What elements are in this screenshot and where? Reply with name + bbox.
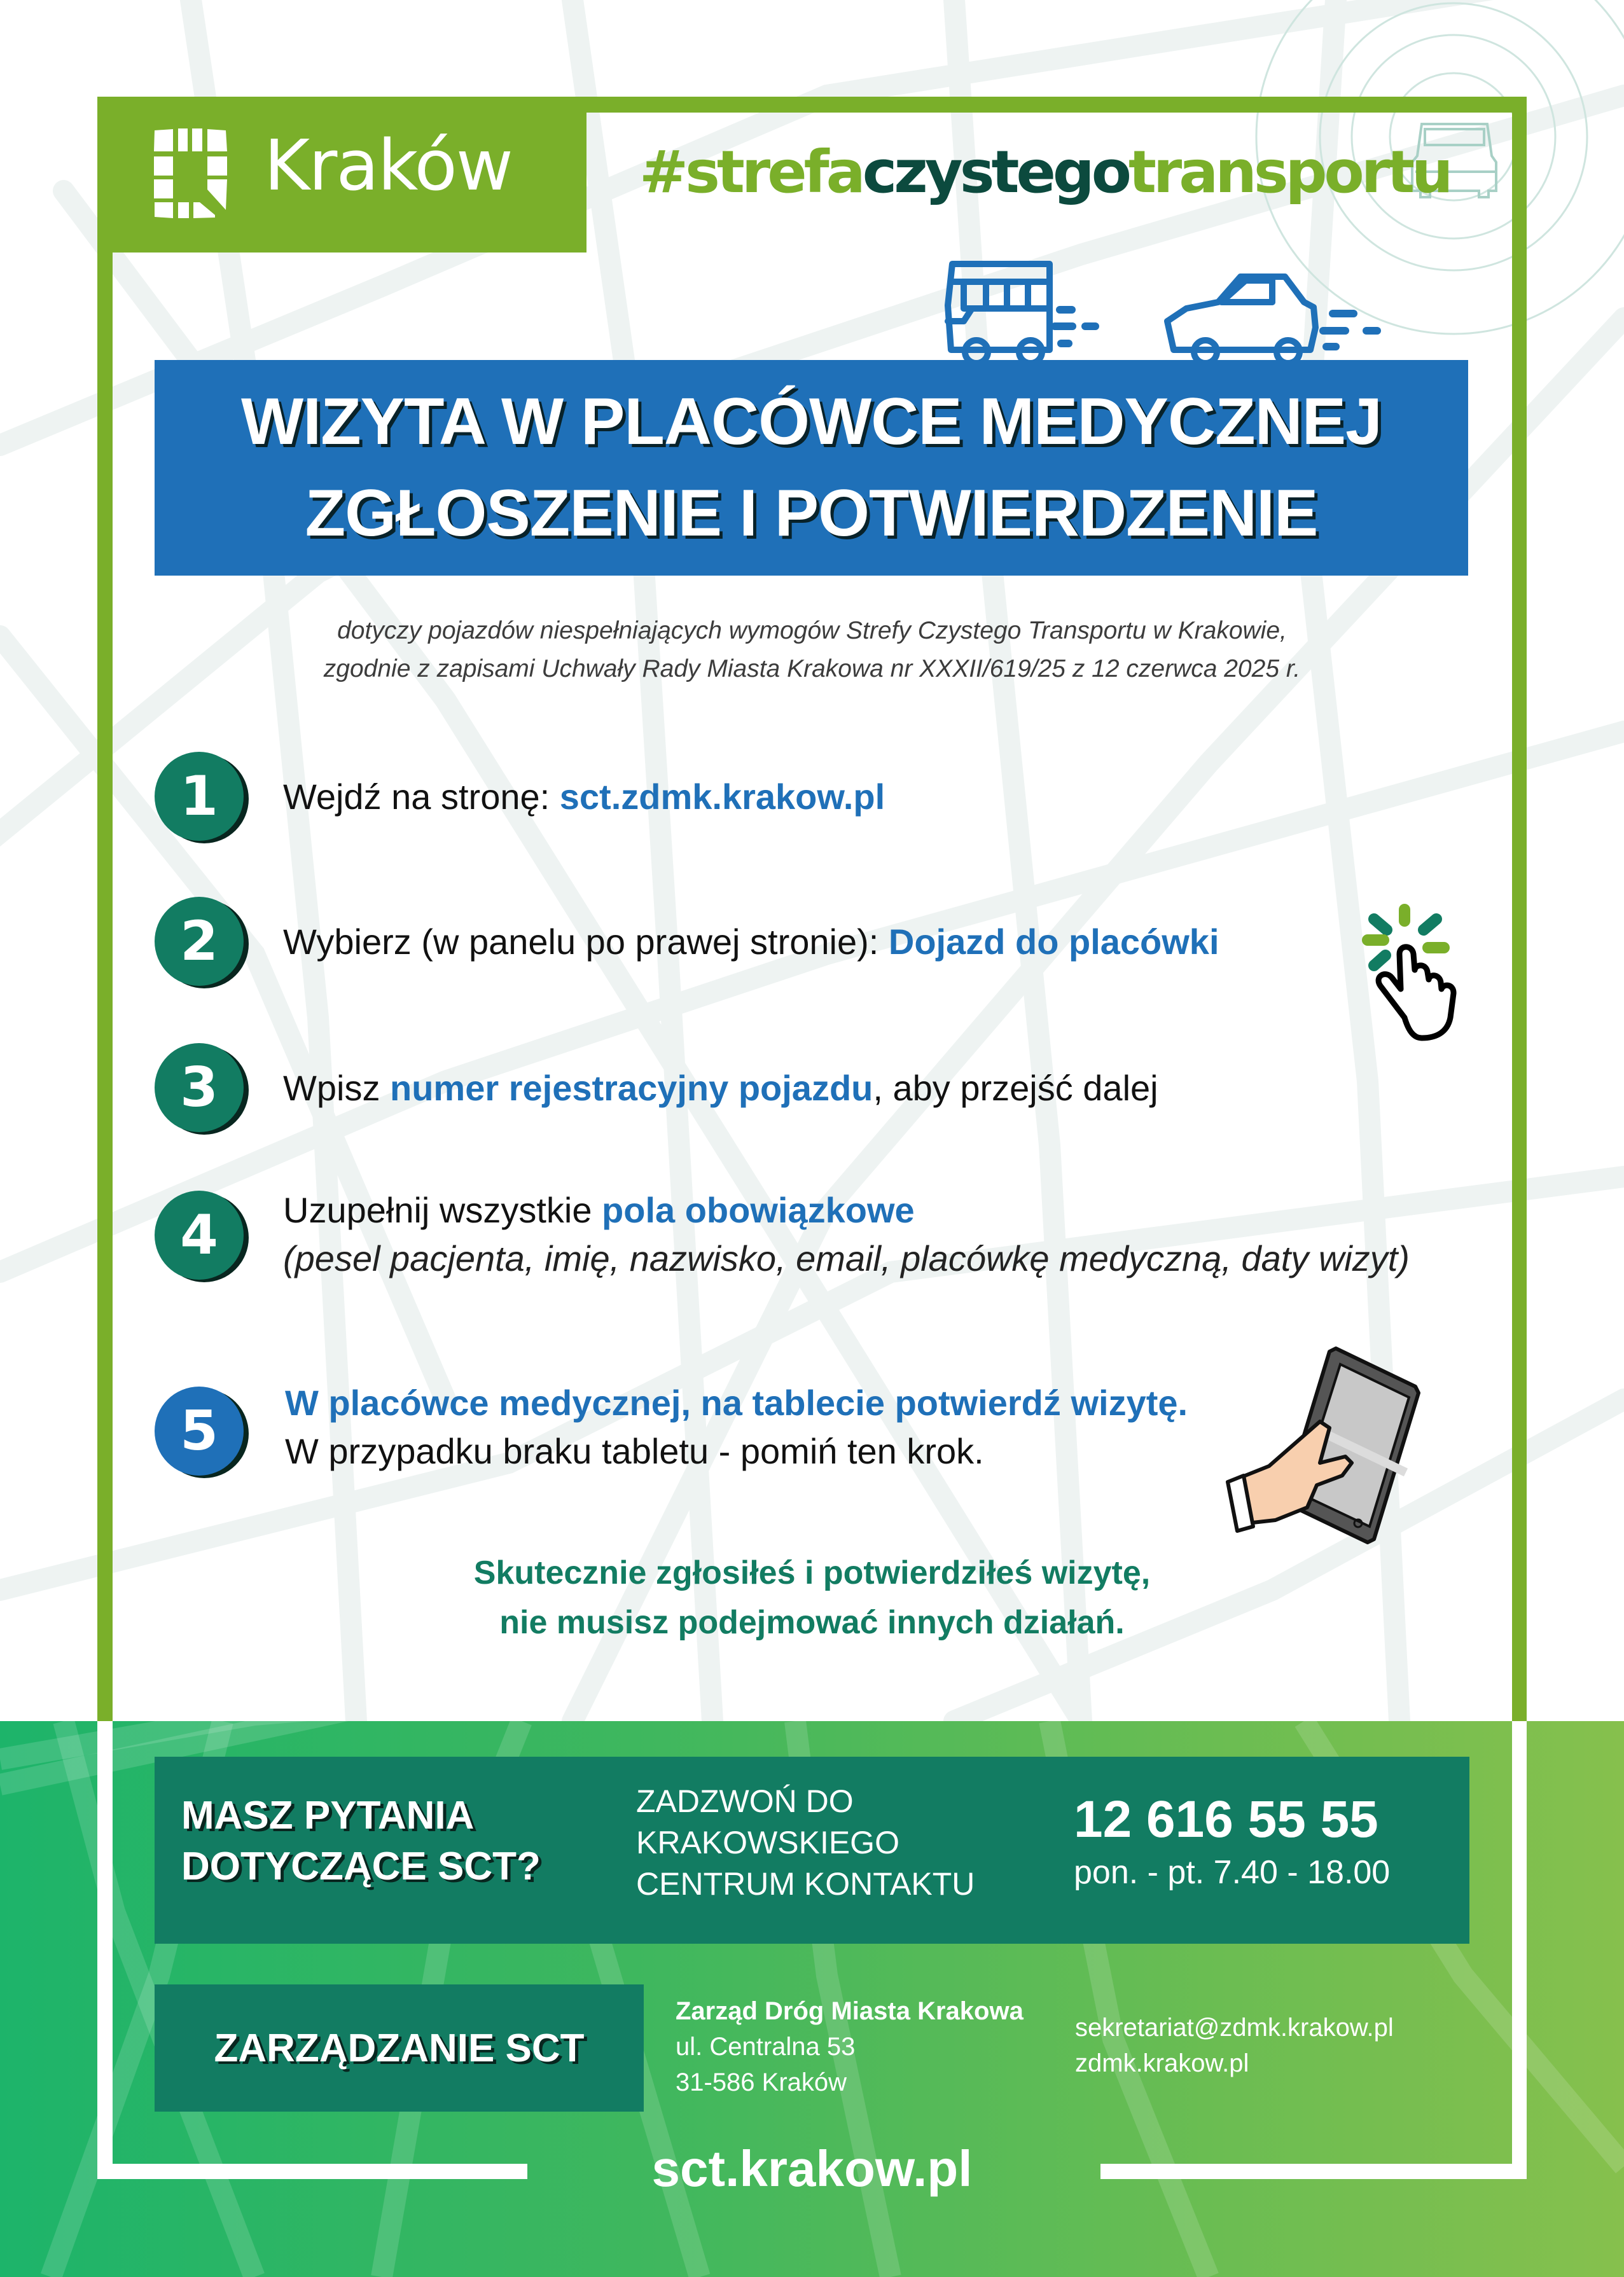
step-1-link-sct-zdmk[interactable]: sct.zdmk.krakow.pl	[559, 777, 885, 817]
step-2-label: Wybierz (w panelu po prawej stronie):	[283, 922, 889, 962]
success-line-1: Skutecznie zgłosiłeś i potwierdziłeś wizytę,	[473, 1554, 1151, 1591]
step-5-text	[285, 1379, 1188, 1476]
title-line-2: ZGŁOSZENIE I POTWIERDZENIE	[305, 476, 1318, 550]
call-center-line-2: KRAKOWSKIEGO	[636, 1825, 899, 1860]
management-heading: ZARZĄDZANIE SCT	[214, 2026, 585, 2070]
step-5-number-badge: 5	[155, 1387, 244, 1476]
email-link[interactable]: sekretariat@zdmk.krakow.pl	[1075, 2014, 1394, 2042]
step-1-number-badge: 1	[155, 752, 244, 841]
call-center-line-1: ZADZWOŃ DO	[636, 1783, 854, 1819]
success-line-2: nie musisz podejmować innych działań.	[499, 1604, 1125, 1641]
step-2-text	[283, 918, 1219, 966]
organization-city: 31-586 Kraków	[676, 2068, 847, 2096]
website-link[interactable]: zdmk.krakow.pl	[1075, 2049, 1249, 2077]
organization-street: ul. Centralna 53	[676, 2033, 856, 2061]
step-3-number-badge: 3	[155, 1043, 244, 1132]
hand-holding-tablet-icon	[1225, 1339, 1428, 1549]
step-3-registration-number: numer rejestracyjny pojazdu	[390, 1068, 873, 1108]
pointing-hand-click-icon	[1355, 890, 1482, 1043]
krakow-crest-icon	[153, 127, 239, 219]
questions-heading-line-1: MASZ PYTANIA	[181, 1794, 475, 1838]
hashtag-part-transportu: transportu	[1128, 138, 1450, 206]
krakow-logo-text: Kraków	[264, 125, 512, 206]
organization-name: Zarząd Dróg Miasta Krakowa	[676, 1997, 1024, 2025]
footer-website-link[interactable]: sct.krakow.pl	[651, 2140, 973, 2197]
title-line-1: WIZYTA W PLACÓWCE MEDYCZNEJ	[241, 384, 1382, 459]
title-banner	[155, 360, 1468, 576]
call-center-label	[636, 1781, 975, 1905]
organization-address	[676, 1993, 1024, 2100]
step-1-label: Wejdź na stronę:	[283, 777, 560, 817]
bus-and-car-icon	[941, 258, 1476, 363]
call-center-line-3: CENTRUM KONTAKTU	[636, 1866, 975, 1902]
step-4-number-badge: 4	[155, 1191, 244, 1280]
step-3-text	[283, 1064, 1158, 1112]
hashtag-part-czystego: czystego	[862, 138, 1128, 206]
step-3-label: Wpisz	[283, 1068, 390, 1108]
step-4-text	[283, 1186, 1410, 1283]
regulation-note-line-1: dotyczy pojazdów niespełniających wymogów Strefy Czystego Transportu w Krakowie,	[337, 617, 1287, 644]
step-4-label: Uzupełnij wszystkie	[283, 1190, 602, 1230]
step-4-required-fields: pola obowiązkowe	[602, 1190, 915, 1230]
regulation-note	[0, 612, 1624, 688]
management-box	[155, 1984, 644, 2112]
frame-border-left	[97, 97, 113, 1721]
frame-border-left-lower	[97, 1721, 113, 2179]
step-2-option-dojazd: Dojazd do placówki	[888, 922, 1219, 962]
step-4-fields-list: (pesel pacjenta, imię, nazwisko, email, placówkę medyczną, daty wizyt)	[283, 1238, 1410, 1278]
step-3-label-end: , aby przejść dalej	[873, 1068, 1158, 1108]
step-5-note: W przypadku braku tabletu - pomiń ten krok.	[285, 1431, 984, 1471]
step-2-number-badge: 2	[155, 897, 244, 986]
step-1-text	[283, 773, 885, 821]
phone-number[interactable]: 12 616 55 55	[1074, 1790, 1378, 1848]
questions-heading-line-2: DOTYCZĄCE SCT?	[181, 1844, 541, 1888]
frame-border-right-lower	[1512, 1721, 1527, 2179]
frame-border-right	[1512, 97, 1527, 1721]
opening-hours: pon. - pt. 7.40 - 18.00	[1074, 1854, 1391, 1891]
regulation-note-line-2: zgodnie z zapisami Uchwały Rady Miasta Krakowa nr XXXII/619/25 z 12 czerwca 2025 r.	[323, 655, 1301, 682]
organization-contact	[1075, 2010, 1394, 2081]
hashtag-part-strefa: #strefa	[639, 138, 863, 206]
campaign-hashtag	[639, 138, 1450, 206]
questions-heading	[181, 1790, 541, 1892]
step-5-instruction: W placówce medycznej, na tablecie potwierdź wizytę.	[285, 1383, 1188, 1423]
success-message	[0, 1548, 1624, 1647]
